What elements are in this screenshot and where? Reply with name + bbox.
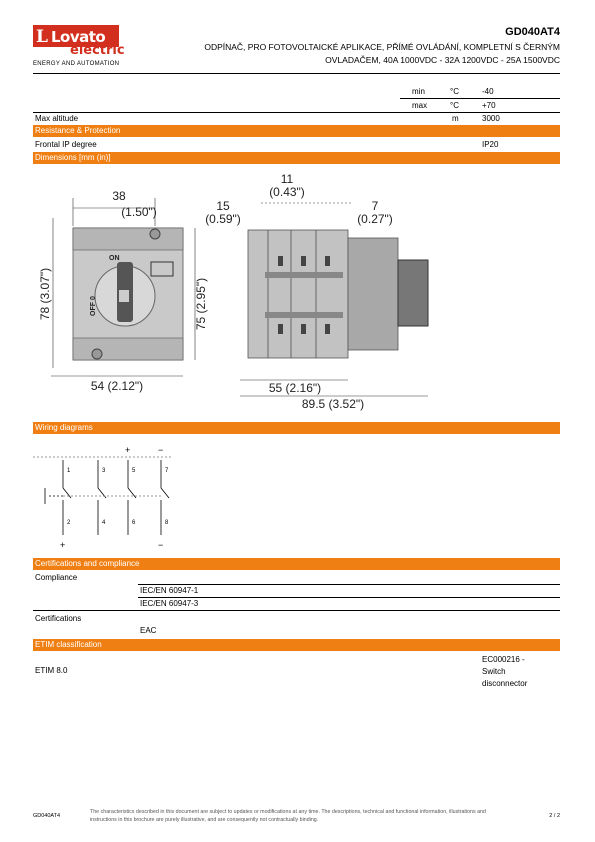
divider bbox=[138, 584, 560, 585]
dim-7: 7 bbox=[371, 199, 379, 213]
doc-code: GD040AT4 bbox=[505, 26, 560, 38]
divider bbox=[33, 112, 560, 113]
terminal-8: 8 bbox=[165, 520, 169, 526]
terminal-3: 3 bbox=[102, 468, 106, 474]
terminal-6: 6 bbox=[132, 520, 136, 526]
temp-max-label: max bbox=[412, 101, 428, 110]
dim-15: 15 bbox=[216, 199, 230, 213]
altitude-unit: m bbox=[452, 114, 459, 123]
dim-38: 38 bbox=[112, 189, 126, 203]
logo-subtext: electric bbox=[70, 43, 125, 58]
dim-15-in: (0.59") bbox=[205, 212, 241, 226]
footer-disclaimer: The characteristics described in this document are subject to updates or modifications at any time. The descriptions, technical and functional information, illustrations and instructions in this brochure are purely illustrative, and are consequently not contractually binding. bbox=[90, 809, 486, 823]
ip-label: Frontal IP degree bbox=[35, 140, 97, 149]
terminal-5: 5 bbox=[132, 468, 136, 474]
tagline: ENERGY AND AUTOMATION bbox=[33, 61, 120, 67]
plus-top: + bbox=[125, 445, 131, 455]
altitude-value: 3000 bbox=[482, 114, 500, 123]
dim-75: 75 (2.95") bbox=[194, 277, 208, 331]
temp-max-value: +70 bbox=[482, 101, 496, 110]
compliance-value-2: IEC/EN 60947-3 bbox=[140, 599, 199, 608]
divider bbox=[33, 610, 560, 611]
compliance-value-1: IEC/EN 60947-1 bbox=[140, 586, 199, 595]
dim-78: 78 (3.07") bbox=[38, 267, 52, 321]
terminal-7: 7 bbox=[165, 468, 169, 474]
temp-max-unit: °C bbox=[450, 101, 459, 110]
plus-bottom: + bbox=[60, 540, 66, 550]
section-dimensions: Dimensions [mm (in)] bbox=[33, 152, 560, 164]
dim-7-in: (0.27") bbox=[357, 212, 393, 226]
on-label: ON bbox=[109, 255, 120, 262]
ip-value: IP20 bbox=[482, 140, 499, 149]
section-etim: ETIM classification bbox=[33, 639, 560, 651]
divider bbox=[138, 597, 560, 598]
certifications-value: EAC bbox=[140, 626, 157, 635]
divider bbox=[400, 98, 560, 99]
temp-min-unit: °C bbox=[450, 87, 459, 96]
temp-min-label: min bbox=[412, 87, 425, 96]
section-resistance: Resistance & Protection bbox=[33, 125, 560, 137]
doc-title: ODPÍNAČ, PRO FOTOVOLTAICKÉ APLIKACE, PŘÍMÉ OVLÁDÁNÍ, KOMPLETNÍ S ČERNÝM OVLADAČEM, 40A 1000VDC - 32A 1200VDC - 25A 1500VDC bbox=[204, 42, 560, 65]
minus-top: − bbox=[158, 445, 164, 455]
minus-bottom: − bbox=[158, 540, 164, 550]
off-label: OFF 0 bbox=[90, 296, 97, 316]
terminal-4: 4 bbox=[102, 520, 106, 526]
terminal-1: 1 bbox=[67, 468, 71, 474]
altitude-label: Max altitude bbox=[35, 114, 79, 123]
section-certifications: Certifications and compliance bbox=[33, 558, 560, 570]
header-divider bbox=[33, 73, 560, 74]
dim-38-in: (1.50") bbox=[121, 205, 157, 219]
dim-54: 54 (2.12") bbox=[90, 379, 144, 393]
dim-55: 55 (2.16") bbox=[268, 381, 322, 395]
terminal-2: 2 bbox=[67, 520, 71, 526]
page-number: 2 / 2 bbox=[549, 813, 560, 819]
wiring-diagram bbox=[33, 440, 233, 550]
certifications-label: Certifications bbox=[35, 614, 82, 623]
lovato-logo: L Lovato bbox=[33, 25, 119, 47]
dim-89-5: 89.5 (3.52") bbox=[301, 397, 365, 411]
footer-code: GD040AT4 bbox=[33, 813, 61, 819]
section-wiring: Wiring diagrams bbox=[33, 422, 560, 434]
temp-min-value: -40 bbox=[482, 87, 494, 96]
etim-value: EC000216 - Switch disconnector bbox=[482, 655, 528, 688]
dim-11-in: (0.43") bbox=[269, 185, 305, 199]
dimension-drawing bbox=[33, 168, 560, 418]
etim-label: ETIM 8.0 bbox=[35, 666, 68, 675]
dim-11: 11 bbox=[280, 172, 294, 186]
compliance-label: Compliance bbox=[35, 573, 78, 582]
